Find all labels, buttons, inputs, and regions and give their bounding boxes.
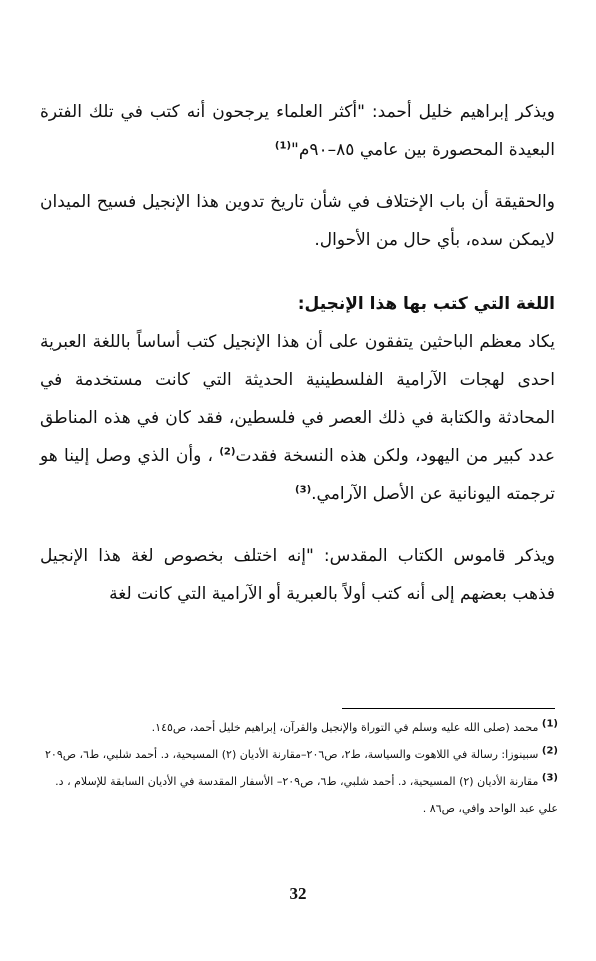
paragraph-3b-text: ، وأن الذي وصل إلينا هو ترجمته اليونانية عن الأصل الآرامي. <box>40 446 555 504</box>
footnote-ref-1: (1) <box>274 140 292 152</box>
paragraph-1-text: ويذكر إبراهيم خليل أحمد: "أكثر العلماء يرجحون أنه كتب في تلك الفترة البعيدة المحصورة بين عامي ٨٥–٩٠م" <box>40 102 555 160</box>
main-text <box>40 93 555 613</box>
footnote-1-number: (1) <box>541 718 558 730</box>
footnotes <box>40 714 558 822</box>
paragraph-dictionary: ويذكر قاموس الكتاب المقدس: "إنه اختلف بخصوص لغة هذا الإنجيل فذهب بعضهم إلى أنه كتب أولاً بالعبرية أو الآرامية التي كانت لغة <box>40 546 555 604</box>
footnote-3-text: مقارنة الأديان (٢) المسيحية، د. أحمد شلبي، ط٦، ص٢٠٩– الأسفار المقدسة في الأديان السابقة للإسلام ، د. علي عبد الواحد وافي، ص٨٦ . <box>55 775 558 815</box>
section-heading: اللغة التي كتب بها هذا الإنجيل: <box>297 294 555 314</box>
footnote-2-number: (2) <box>541 745 558 757</box>
paragraph-language <box>40 323 555 513</box>
paragraph-3a-text: يكاد معظم الباحثين يتفقون على أن هذا الإنجيل كتب أساساً باللغة العبرية احدى لهجات الآرامية الفلسطينية الحديثة التي كانت مستخدمة في المحادثة والكتابة في ذلك العصر في فلسطين، فقد كان في هذه المناطق عدد كبير من اليهود، ولكن هذه النسخة فقدت <box>40 332 555 466</box>
footnote-1 <box>40 714 558 741</box>
footnote-2 <box>40 741 558 768</box>
footnote-3-number: (3) <box>541 772 558 784</box>
paragraph-date-of-writing <box>40 93 555 169</box>
footnote-3 <box>40 768 558 822</box>
paragraph-dispute: والحقيقة أن باب الإختلاف في شأن تاريخ تدوين هذا الإنجيل فسيح الميدان لايمكن سده، بأي حال من الأحوال. <box>40 192 555 250</box>
footnote-separator <box>342 708 555 709</box>
page-number: 32 <box>289 884 307 903</box>
footnote-ref-3: (3) <box>295 484 312 496</box>
footnote-ref-2: (2) <box>219 446 236 458</box>
footnote-1-text: محمد (صلى الله عليه وسلم في التوراة والإنجيل والقرآن، إبراهيم خليل أحمد، ص١٤٥. <box>151 721 539 734</box>
footnote-2-text: سبينوزا: رسالة في اللاهوت والسياسة، ط٢، ص٢٠٦–مقارنة الأديان (٢) المسيحية، د. أحمد شلبي، ط٦، ص٢٠٩ <box>45 748 539 761</box>
